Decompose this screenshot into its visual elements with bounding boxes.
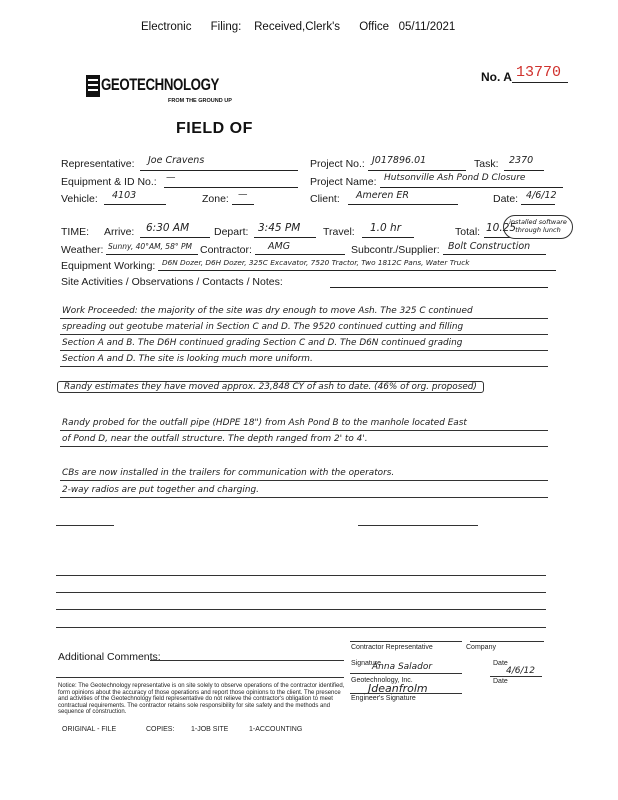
- equipment-id-label: Equipment & ID No.:: [61, 176, 157, 188]
- travel-label: Travel:: [323, 226, 355, 238]
- representative-value: Joe Cravens: [148, 155, 205, 166]
- equipment-id-value: —: [166, 172, 176, 183]
- zone-value: —: [238, 189, 248, 200]
- total-note: installed software through lunch: [503, 215, 573, 239]
- client-label: Client:: [310, 193, 340, 205]
- project-no-label: Project No.:: [310, 158, 365, 170]
- note-line: CBs are now installed in the trailers for communication with the operators.: [62, 468, 395, 478]
- time-label: TIME:: [61, 226, 89, 238]
- contractor-signature: Anna Salador: [372, 662, 433, 672]
- task-label: Task:: [474, 158, 499, 170]
- total-value: 10.25: [486, 222, 517, 234]
- project-name-value: Hutsonville Ash Pond D Closure: [384, 173, 526, 183]
- zone-label: Zone:: [202, 193, 229, 205]
- logo-mark-icon: [86, 75, 100, 97]
- distribution-copies-label: COPIES:: [146, 726, 175, 733]
- logo-name: GEOTECHNOLOGY: [101, 75, 219, 94]
- note-line: Randy estimates they have moved approx. 23,848 CY of ash to date. (46% of org. proposed): [57, 381, 484, 393]
- equipment-working-value: D6N Dozer, D6H Dozer, 325C Excavator, 7520 Tractor, Two 1812C Pans, Water Truck: [162, 258, 470, 267]
- equipment-working-label: Equipment Working:: [61, 260, 156, 272]
- report-number-label: No. A: [481, 70, 512, 84]
- subcontractor-label: Subcontr./Supplier:: [351, 244, 440, 256]
- date-value: 4/6/12: [526, 190, 557, 201]
- contractor-rep-label: Contractor Representative: [351, 644, 433, 651]
- distribution-copy-1: 1-JOB SITE: [191, 726, 229, 733]
- notice-text: Notice: The Geotechnology representative is on site solely to observe operations of the contractor identified, form opinions about the accuracy of those operations and report those opinions to the client. The presence and activities of the Geotechnology field representative do not relieve the contractor's obligation to meet contractual requirements. The contractor retains sole responsibility for site safety and the methods and sequence of construction.: [58, 683, 345, 716]
- travel-value: 1.0 hr: [370, 222, 402, 234]
- weather-label: Weather:: [61, 244, 104, 256]
- engineer-signature-label: Engineer's Signature: [351, 695, 416, 702]
- contractor-value: AMG: [268, 241, 291, 252]
- project-name-label: Project Name:: [310, 176, 377, 188]
- vehicle-label: Vehicle:: [61, 193, 98, 205]
- subcontractor-value: Bolt Construction: [448, 241, 531, 252]
- representative-label: Representative:: [61, 158, 135, 170]
- signature-label: Signature: [351, 660, 381, 667]
- date-label-1: Date: [493, 660, 508, 667]
- note-line: Work Proceeded: the majority of the site was dry enough to move Ash. The 325 C continued: [62, 306, 473, 316]
- date-label-2: Date: [493, 678, 508, 685]
- report-title: FIELD OF: [176, 120, 253, 137]
- project-no-value: J017896.01: [372, 155, 427, 166]
- note-line: 2-way radios are put together and charging.: [62, 485, 259, 495]
- company-label: Company: [466, 644, 496, 651]
- total-label: Total:: [455, 226, 481, 238]
- additional-comments-label: Additional Comments:: [58, 651, 161, 663]
- distribution-copy-2: 1-ACCOUNTING: [249, 726, 303, 733]
- arrive-label: Arrive:: [104, 226, 135, 238]
- filing-stamp: Electronic Filing: Received,Clerk's Office 05/11/2021: [141, 21, 456, 33]
- vehicle-value: 4103: [112, 190, 137, 201]
- depart-label: Depart:: [214, 226, 249, 238]
- arrive-value: 6:30 AM: [146, 222, 190, 234]
- note-line: Section A and D. The site is looking much more uniform.: [62, 354, 313, 364]
- note-line: spreading out geotube material in Section C and D. The 9520 continued cutting and filling: [62, 322, 464, 332]
- engineer-signature: Jdeanfrolm: [368, 682, 428, 695]
- date-label: Date:: [493, 193, 519, 205]
- site-activities-label: Site Activities / Observations / Contacts / Notes:: [61, 276, 283, 288]
- weather-value: Sunny, 40°AM, 58° PM: [108, 242, 192, 251]
- depart-value: 3:45 PM: [258, 222, 301, 234]
- logo-tagline: FROM THE GROUND UP: [168, 98, 232, 104]
- company-logo: [86, 73, 236, 113]
- report-number: 13770: [516, 64, 562, 81]
- client-value: Ameren ER: [356, 190, 409, 201]
- note-line: Randy probed for the outfall pipe (HDPE 18") from Ash Pond B to the manhole located East: [62, 418, 467, 428]
- note-line: Section A and B. The D6H continued grading Section C and D. The D6N continued grading: [62, 338, 463, 348]
- contractor-label: Contractor:: [200, 244, 252, 256]
- distribution-original: ORIGINAL - FILE: [62, 726, 117, 733]
- geotech-label: Geotechnology, Inc.: [351, 677, 413, 684]
- task-value: 2370: [509, 155, 534, 166]
- signature-date: 4/6/12: [506, 666, 535, 676]
- note-line: of Pond D, near the outfall structure. The depth ranged from 2' to 4'.: [62, 434, 368, 444]
